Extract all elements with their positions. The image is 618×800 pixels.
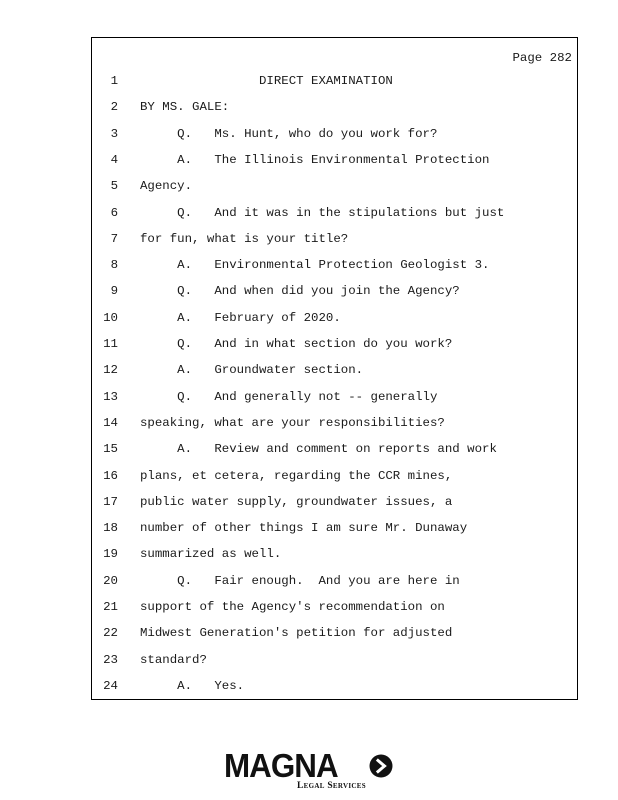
line-number: 16 (103, 468, 118, 483)
line-number: 22 (103, 626, 118, 641)
line-text: summarized as well. (140, 547, 282, 562)
line-text: A. Yes. (140, 678, 245, 693)
line-text: speaking, what are your responsibilities? (140, 415, 445, 430)
line-number: 20 (103, 573, 118, 588)
line-number: 7 (110, 231, 118, 246)
line-number: 8 (110, 258, 118, 273)
line-text: A. February of 2020. (140, 310, 341, 325)
line-text: for fun, what is your title? (140, 231, 349, 246)
line-text: A. Groundwater section. (140, 363, 364, 378)
line-number: 4 (110, 152, 118, 167)
line-number: 13 (103, 389, 118, 404)
line-number: 1 (110, 74, 118, 88)
line-number: 2 (110, 100, 118, 115)
line-text: Q. And generally not -- generally (140, 389, 438, 404)
line-text: support of the Agency's recommendation on (140, 600, 445, 614)
logo-subtitle: Legal Services (297, 781, 366, 791)
line-text: A. Environmental Protection Geologist 3. (140, 258, 490, 273)
line-number: 23 (103, 652, 118, 667)
line-number: 10 (103, 310, 118, 325)
line-text: Q. Ms. Hunt, who do you work for? (140, 126, 438, 141)
line-number: 12 (103, 363, 118, 378)
line-number: 3 (110, 126, 118, 141)
line-text: Agency. (140, 179, 193, 194)
line-number: 9 (110, 284, 118, 299)
line-number: 19 (103, 547, 118, 562)
line-text: number of other things I am sure Mr. Dunaway (140, 521, 468, 536)
line-text: Midwest Generation's petition for adjusted (140, 626, 453, 641)
line-number: 17 (103, 494, 118, 509)
line-number: 24 (103, 678, 118, 693)
line-text: Q. And when did you join the Agency? (140, 284, 460, 299)
line-text: Q. And it was in the stipulations but just (140, 205, 505, 220)
arrow-circle-icon (369, 754, 393, 778)
line-text: Q. And in what section do you work? (140, 337, 453, 351)
magna-logo (224, 748, 396, 792)
line-text: DIRECT EXAMINATION (140, 74, 393, 88)
transcript-box (91, 37, 578, 700)
line-number: 14 (103, 415, 118, 430)
line-number: 15 (103, 442, 118, 457)
line-number: 18 (103, 521, 118, 536)
line-text: Q. Fair enough. And you are here in (140, 573, 460, 588)
line-number: 5 (110, 179, 118, 194)
line-number: 11 (103, 337, 118, 351)
line-text: plans, et cetera, regarding the CCR mines, (140, 468, 453, 483)
line-text: public water supply, groundwater issues, a (140, 494, 453, 509)
page-number: Page 282 (512, 51, 572, 65)
line-text: standard? (140, 652, 207, 667)
line-text: BY MS. GALE: (140, 100, 230, 115)
line-number: 21 (103, 600, 118, 614)
line-text: A. The Illinois Environmental Protection (140, 152, 490, 167)
line-number: 6 (110, 205, 118, 220)
line-text: A. Review and comment on reports and work (140, 442, 497, 457)
logo-wordmark: MAGNA (224, 747, 338, 784)
